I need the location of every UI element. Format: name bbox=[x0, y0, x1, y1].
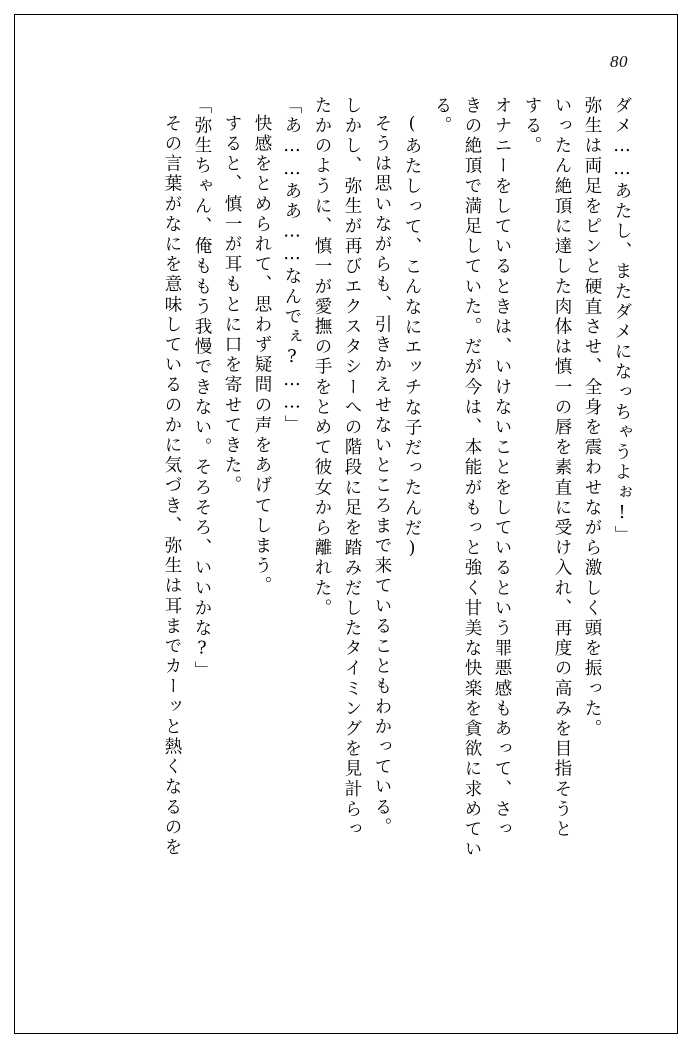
text-line: 弥生は両足をピンと硬直させ、全身を震わせながら激しく頭を振った。 bbox=[582, 96, 602, 740]
text-line: 「弥生ちゃん、俺ももう我慢できない。そろそろ、いいかな?」 bbox=[192, 96, 212, 682]
text-line: その言葉がなにを意味しているのかに気づき、弥生は耳までカーッと熱くなるのを bbox=[162, 114, 182, 858]
text-line: きの絶頂で満足していた。だが今は、本能がもっと強く甘美な快楽を貪欲に求めてい bbox=[462, 96, 482, 860]
text-line: (あたしって、こんなにエッチな子だったんだ) bbox=[402, 114, 422, 562]
text-line: る。 bbox=[432, 96, 452, 137]
text-line: たかのように、慎一が愛撫の手をとめて彼女から離れた。 bbox=[312, 96, 332, 619]
vertical-text-body bbox=[60, 96, 630, 990]
text-line: オナニーをしているときは、いけないことをしているという罪悪感もあって、さっ bbox=[492, 96, 512, 840]
text-line: 「あ……ああ……なんでぇ?……」 bbox=[282, 96, 302, 436]
page-number: 80 bbox=[610, 52, 628, 71]
text-line: 快感をとめられて、思わず疑問の声をあげてしまう。 bbox=[252, 114, 272, 597]
text-line: する。 bbox=[522, 96, 542, 157]
text-line: そうは思いながらも、引きかえせないところまで来ていることもわかっている。 bbox=[372, 114, 392, 838]
text-line: いったん絶頂に達した肉体は慎一の唇を素直に受け入れ、再度の高みを目指そうと bbox=[552, 96, 572, 840]
text-line: しかし、弥生が再びエクスタシーへの階段に足を踏みだしたタイミングを見計らっ bbox=[342, 96, 362, 840]
text-line: すると、慎一が耳もとに口を寄せてきた。 bbox=[222, 114, 242, 496]
text-line: ダメ……あたし、またダメになっちゃうよぉ!」 bbox=[612, 96, 632, 546]
